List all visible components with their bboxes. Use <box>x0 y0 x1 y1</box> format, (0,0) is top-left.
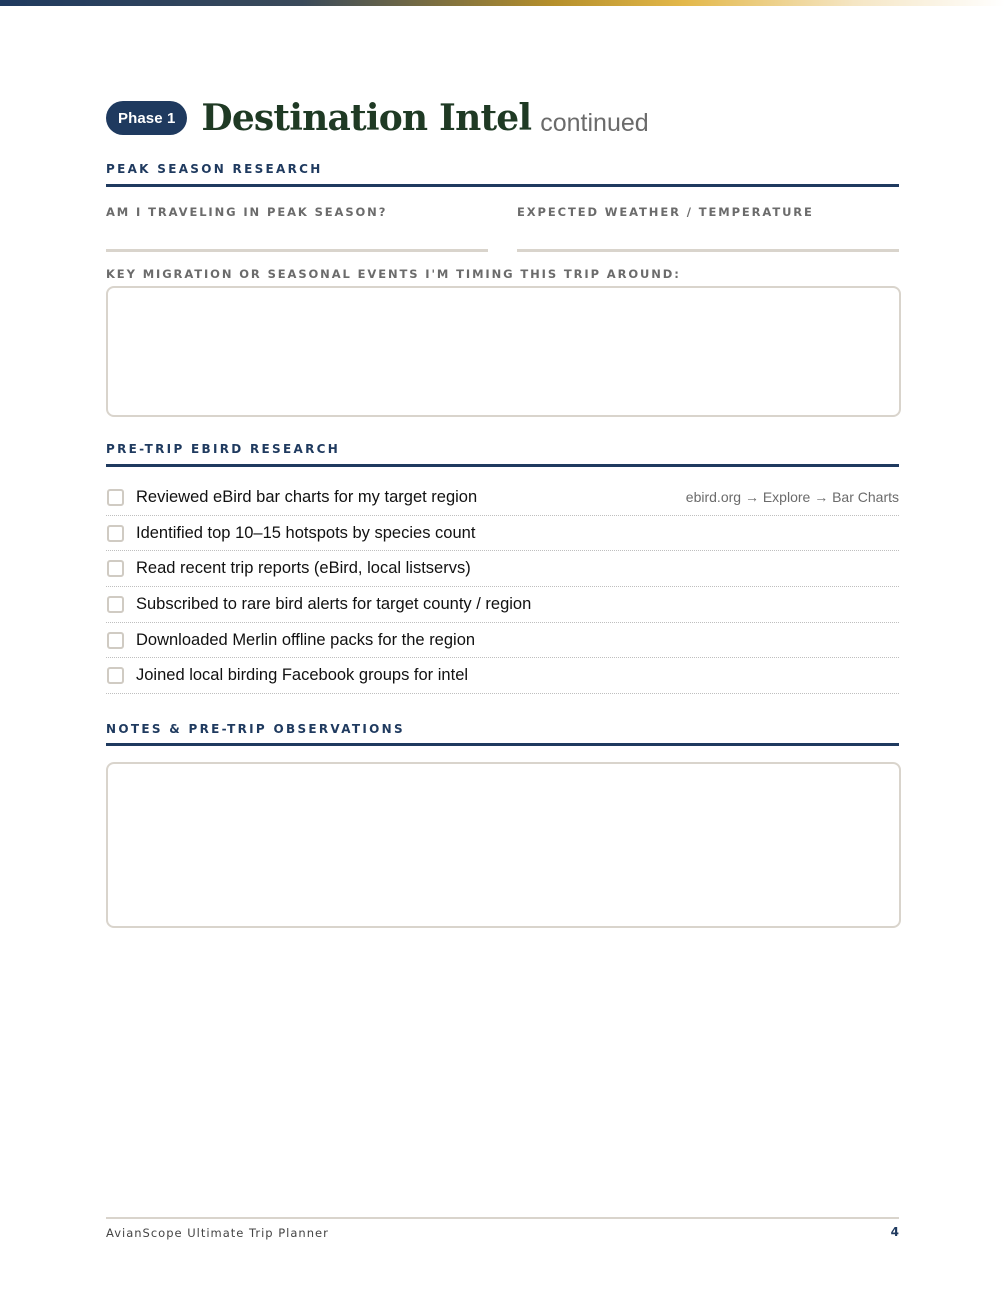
section-heading-peak-season: PEAK SEASON RESEARCH <box>106 162 323 176</box>
page-header <box>106 96 649 140</box>
checklist-item-label: Identified top 10–15 hotspots by species count <box>136 523 476 542</box>
footer-brand: AvianScope Ultimate Trip Planner <box>106 1226 329 1240</box>
peak-season-input-line[interactable] <box>106 249 488 252</box>
section-rule-peak-season <box>106 184 899 187</box>
checklist-item-label: Read recent trip reports (eBird, local listservs) <box>136 559 471 578</box>
checklist-item <box>106 623 899 659</box>
phase-badge: Phase 1 <box>106 101 187 135</box>
ebird-checklist <box>106 480 899 694</box>
checkbox[interactable] <box>107 632 124 649</box>
checkbox[interactable] <box>107 489 124 506</box>
footer-rule <box>106 1217 899 1219</box>
checklist-item-hint: ebird.org → Explore → Bar Charts <box>685 489 899 506</box>
section-heading-ebird: PRE-TRIP EBIRD RESEARCH <box>106 442 341 456</box>
notes-textbox[interactable] <box>106 762 901 928</box>
checklist-item <box>106 551 899 587</box>
top-gradient-bar <box>0 0 1005 6</box>
field-label-seasonal-events: KEY MIGRATION OR SEASONAL EVENTS I'M TIMING THIS TRIP AROUND: <box>106 267 681 281</box>
page-title: Destination Intel <box>201 97 532 139</box>
checkbox[interactable] <box>107 560 124 577</box>
checklist-item-label: Joined local birding Facebook groups for intel <box>136 666 469 685</box>
checklist-item <box>106 587 899 623</box>
page-subtitle: continued <box>540 108 649 137</box>
checklist-item-label: Downloaded Merlin offline packs for the region <box>136 630 476 649</box>
checklist-item <box>106 516 899 552</box>
seasonal-events-textbox[interactable] <box>106 286 901 417</box>
checklist-item <box>106 480 899 516</box>
section-heading-notes: NOTES & PRE-TRIP OBSERVATIONS <box>106 722 405 736</box>
checklist-item-label: Reviewed eBird bar charts for my target region <box>136 487 478 506</box>
page-number: 4 <box>890 1225 899 1239</box>
section-rule-notes <box>106 743 899 746</box>
field-label-weather: EXPECTED WEATHER / TEMPERATURE <box>517 205 814 219</box>
checklist-item <box>106 658 899 694</box>
checkbox[interactable] <box>107 525 124 542</box>
section-rule-ebird <box>106 464 899 467</box>
field-label-peak-season: AM I TRAVELING IN PEAK SEASON? <box>106 205 388 219</box>
checklist-item-label: Subscribed to rare bird alerts for target county / region <box>136 594 532 613</box>
weather-input-line[interactable] <box>517 249 899 252</box>
checkbox[interactable] <box>107 596 124 613</box>
checkbox[interactable] <box>107 667 124 684</box>
